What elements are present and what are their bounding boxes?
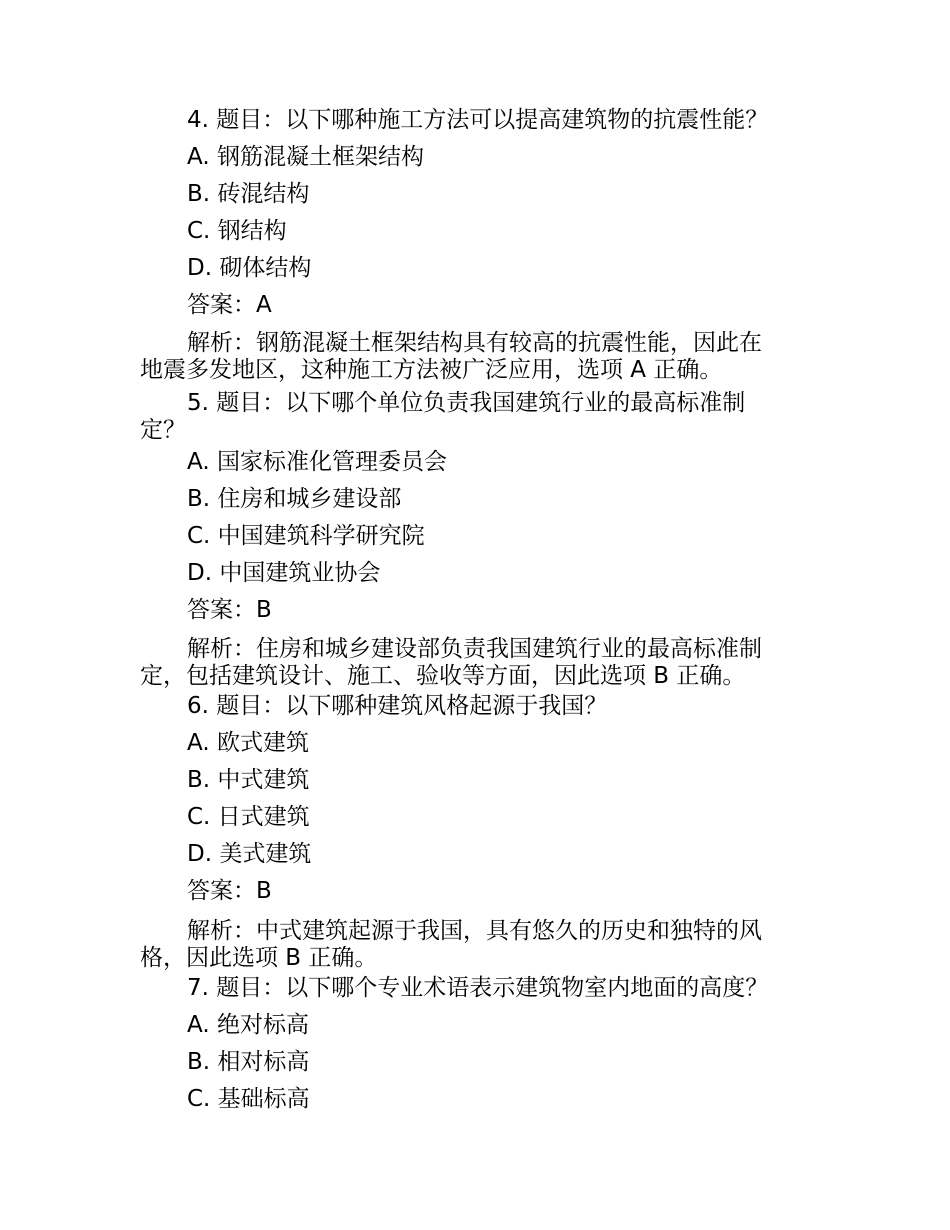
option-b: B. 住房和城乡建设部 (187, 486, 402, 512)
analysis-line: 解析：钢筋混凝土框架结构具有较高的抗震性能，因此在 (187, 330, 762, 356)
question-title: 4. 题目：以下哪种施工方法可以提高建筑物的抗震性能？ (187, 107, 769, 133)
answer: 答案：B (187, 597, 272, 623)
question-title: 7. 题目：以下哪个专业术语表示建筑物室内地面的高度？ (187, 975, 769, 1001)
analysis-4 (140, 330, 810, 384)
option-a: A. 欧式建筑 (187, 730, 309, 756)
question-6 (140, 688, 810, 910)
option-d: D. 美式建筑 (187, 841, 312, 867)
option-c: C. 基础标高 (187, 1086, 310, 1112)
question-title: 6. 题目：以下哪种建筑风格起源于我国？ (187, 693, 608, 719)
analysis-line: 格，因此选项 B 正确。 (140, 945, 378, 971)
analysis-line: 定，包括建筑设计、施工、验收等方面，因此选项 B 正确。 (140, 663, 746, 689)
answer: 答案：A (187, 292, 272, 318)
option-d: D. 中国建筑业协会 (187, 560, 381, 586)
option-c: C. 日式建筑 (187, 804, 310, 830)
analysis-6 (140, 918, 810, 972)
option-a: A. 钢筋混凝土框架结构 (187, 144, 424, 170)
option-c: C. 钢结构 (187, 218, 287, 244)
question-title-cont: 定？ (140, 417, 186, 443)
option-c: C. 中国建筑科学研究院 (187, 523, 425, 549)
question-5-title (140, 390, 810, 444)
option-b: B. 中式建筑 (187, 767, 310, 793)
question-5 (140, 444, 810, 629)
answer: 答案：B (187, 878, 272, 904)
question-7 (140, 970, 810, 1118)
option-b: B. 砖混结构 (187, 181, 310, 207)
analysis-line: 解析：中式建筑起源于我国，具有悠久的历史和独特的风 (187, 918, 762, 944)
analysis-5 (140, 636, 810, 690)
analysis-line: 解析：住房和城乡建设部负责我国建筑行业的最高标准制 (187, 636, 762, 662)
question-4 (140, 102, 810, 324)
analysis-line: 地震多发地区，这种施工方法被广泛应用，选项 A 正确。 (140, 357, 723, 383)
option-a: A. 绝对标高 (187, 1012, 309, 1038)
question-title: 5. 题目：以下哪个单位负责我国建筑行业的最高标准制 (187, 390, 746, 416)
option-b: B. 相对标高 (187, 1049, 310, 1075)
option-d: D. 砌体结构 (187, 255, 312, 281)
option-a: A. 国家标准化管理委员会 (187, 449, 447, 475)
